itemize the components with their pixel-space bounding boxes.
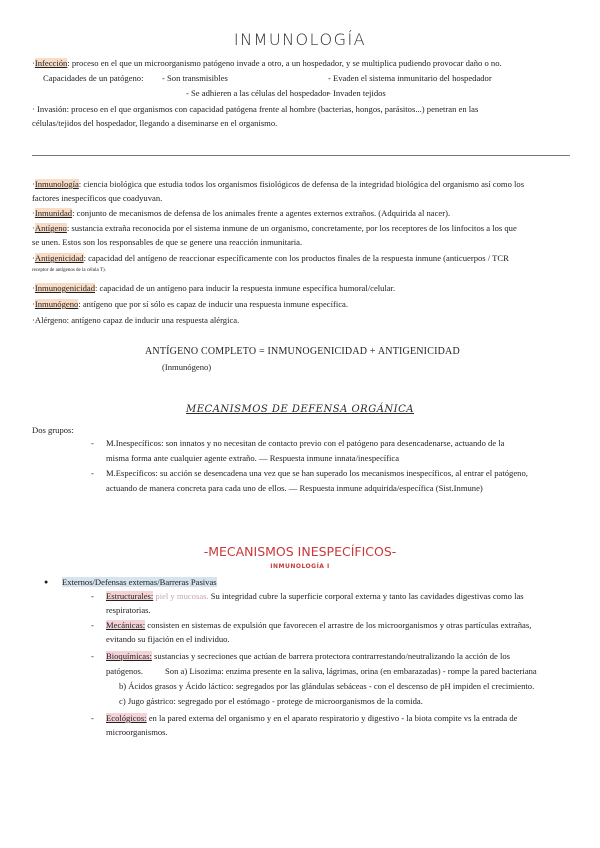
invasion-line: células/tejidos del hospedador, llegando a diseminarse en el organismo. <box>32 118 278 128</box>
group-inespecificos: M.Inespecíficos: son innatos y no necesitan de contacto previo con el patógeno para desencadenarse, actuando de la <box>106 438 505 448</box>
bioquimicas-line2b: Son a) Lisozima: enzima presente en la saliva, lágrimas, orina (en embarazadas) - rompe la pared bacteriana <box>165 666 537 676</box>
ecologicos-text: en la pared externa del organismo y en el aparato respiratorio y digestivo - la biota compite vs la entrada de <box>146 713 518 723</box>
antigeno-line2: se unen. Estos son los responsables de que se genere una reacción inmunitaria. <box>32 237 303 247</box>
antigeno-term: Antígeno <box>34 223 67 233</box>
externos-bullet <box>62 576 217 589</box>
mecanicas-line2: evitando su fijación en el individuo. <box>106 634 230 644</box>
estructurales-term: Estructurales: <box>106 591 154 601</box>
bioquimicas-b: b) Ácidos grasos y Ácido láctico: segregados por las glándulas sebáceas - con el descenso de pH impiden el crecimiento. <box>119 681 535 691</box>
group-especificos: M.Específicos: su acción se desencadena una vez que se han superado los mecanismos inespecíficos, al entrar el patógeno, <box>106 468 528 478</box>
dash-marker: - <box>91 651 94 661</box>
inmunologia-definition: ·Inmunología: ciencia biológica que estudia todos los organismos fisiológicos de defensa de la integridad biológica del organismo así como los <box>32 179 525 189</box>
dash-marker: - <box>91 438 94 448</box>
ecologicos-line2: microorganismos. <box>106 727 168 737</box>
capacidades-label: Capacidades de un patógeno: <box>43 73 144 83</box>
mecanicas-text: consisten en sistemas de expulsión que favorecen el arrastre de los microorganismos y otras partículas extrañas, <box>145 620 532 630</box>
mechanisms-title: MECANISMOS DE DEFENSA ORGÁNICA <box>186 404 414 415</box>
estructurales-line2: respiratorias. <box>106 605 151 615</box>
dash-marker: - <box>91 713 94 723</box>
bioquimicas-text: sustancias y secreciones que actúan de barrera protectora contrarrestando/neutralizando la acción de los <box>151 651 510 661</box>
formula-note: (Inmunógeno) <box>162 362 212 372</box>
capacidad-item: - Evaden el sistema inmunitario del hospedador <box>328 73 492 83</box>
antigenicidad-text: : capacidad del antígeno de reaccionar específicamente con los productos finales de la respuesta inmune (anticuerpos / TCR <box>83 253 509 263</box>
dash-marker: - <box>91 620 94 630</box>
estructurales-item <box>106 590 576 603</box>
inespecificos-title: -MECANISMOS INESPECÍFICOS- <box>203 544 397 559</box>
dash-marker: - <box>91 468 94 478</box>
antigeno-text: : sustancia extraña reconocida por el sistema inmune de un organismo, concretamente, por los receptores de los linfocitos a los que <box>66 223 517 233</box>
externos-label: Externos/Defensas externas/Barreras Pasivas <box>62 577 217 587</box>
inmunogenicidad-term: Inmunogenicidad <box>34 283 96 293</box>
antigenicidad-note: receptor de antígenos de la célula T). <box>32 268 106 273</box>
inmunologia-line2: factores inespecíficos que coadyuvan. <box>32 193 163 203</box>
inmunogeno-definition: ·Inmunógeno: antígeno que por sí sólo es capaz de inducir una respuesta inmune específica. <box>32 299 348 309</box>
section-divider <box>32 155 570 156</box>
mecanicas-item <box>106 619 576 632</box>
page-title: INMUNOLOGÍA <box>233 30 367 49</box>
bioquimicas-item <box>106 650 576 663</box>
infeccion-definition: ·Infección: proceso en el que un microorganismo patógeno invade a otro, a un hospedador, y se multiplica pudiendo provocar daño o no. <box>32 58 502 68</box>
estructurales-pink: piel y mucosas. <box>153 591 209 601</box>
inmunidad-term: Inmunidad <box>34 208 73 218</box>
bioquimicas-line2a: patógenos. <box>106 666 143 676</box>
ecologicos-item <box>106 712 576 725</box>
inespecificos-subtitle: INMUNOLOGÍA I <box>270 563 330 570</box>
ecologicos-term: Ecológicos: <box>106 713 147 723</box>
inmunogeno-term: Inmunógeno <box>34 299 79 309</box>
bullet-dot-icon: ● <box>44 578 49 586</box>
bioquimicas-c: c) Jugo gástrico: segregado por el estómago - protege de microorganismos de la comida. <box>119 696 423 706</box>
dash-marker: - <box>91 591 94 601</box>
mecanicas-term: Mecánicas: <box>106 620 146 630</box>
estructurales-text: Su integridad cubre la superficie corporal externa y tanto las cavidades digestivas como las <box>208 591 524 601</box>
alergeno-definition: ·Alérgeno: antígeno capaz de inducir una respuesta alérgica. <box>32 315 240 325</box>
inmunologia-text: : ciencia biológica que estudia todos los organismos fisiológicos de defensa de la integridad biológica del organismo así como los <box>78 179 525 189</box>
infeccion-term: Infección <box>34 58 68 68</box>
capacidad-item: - Son transmisibles <box>162 73 228 83</box>
inmunidad-text: : conjunto de mecanismos de defensa de los animales frente a agentes externos extraños. (Adquirida al nacer). <box>72 208 451 218</box>
inmunogenicidad-text: : capacidad de un antígeno para inducir la respuesta inmune específica humoral/celular. <box>95 283 396 293</box>
formula-equation: ANTÍGENO COMPLETO = INMUNOGENICIDAD + ANTIGENICIDAD <box>145 346 460 357</box>
inmunologia-term: Inmunología <box>34 179 79 189</box>
group-inespecificos-line2: misma forma ante cualquier agente extraño. — Respuesta inmune innata/inespecífica <box>106 453 400 463</box>
inmunidad-definition: ·Inmunidad: conjunto de mecanismos de defensa de los animales frente a agentes externos extraños. (Adquirida al nacer). <box>32 208 451 218</box>
group-especificos-line2: actuando de manera concreta para cada uno de ellos. — Respuesta inmune adquirida/específica (Sist.Inmune) <box>106 483 483 493</box>
antigenicidad-term: Antigenicidad <box>34 253 84 263</box>
inmunogenicidad-definition: ·Inmunogenicidad: capacidad de un antígeno para inducir la respuesta inmune específica humoral/celular. <box>32 283 396 293</box>
infeccion-text: : proceso en el que un microorganismo patógeno invade a otro, a un hospedador, y se multiplica pudiendo provocar daño o no. <box>67 58 502 68</box>
invasion-line: · Invasión: proceso en el que organismos con capacidad patógena frente al hombre (bacterias, hongos, parásitos...) penetran en las <box>32 104 479 114</box>
groups-label: Dos grupos: <box>32 425 74 435</box>
capacidad-item: - Invaden tejidos <box>328 88 386 98</box>
bioquimicas-term: Bioquímicas: <box>106 651 152 661</box>
inmunogeno-text: : antígeno que por sí sólo es capaz de inducir una respuesta inmune específica. <box>78 299 348 309</box>
antigeno-definition: ·Antígeno: sustancia extraña reconocida por el sistema inmune de un organismo, concretamente, por los receptores de los linfocitos a los que <box>32 223 517 233</box>
antigenicidad-definition: ·Antigenicidad: capacidad del antígeno de reaccionar específicamente con los productos finales de la respuesta inmune (anticuerpos / TCR <box>32 253 509 263</box>
capacidad-item: - Se adhieren a las células del hospedador <box>186 88 330 98</box>
